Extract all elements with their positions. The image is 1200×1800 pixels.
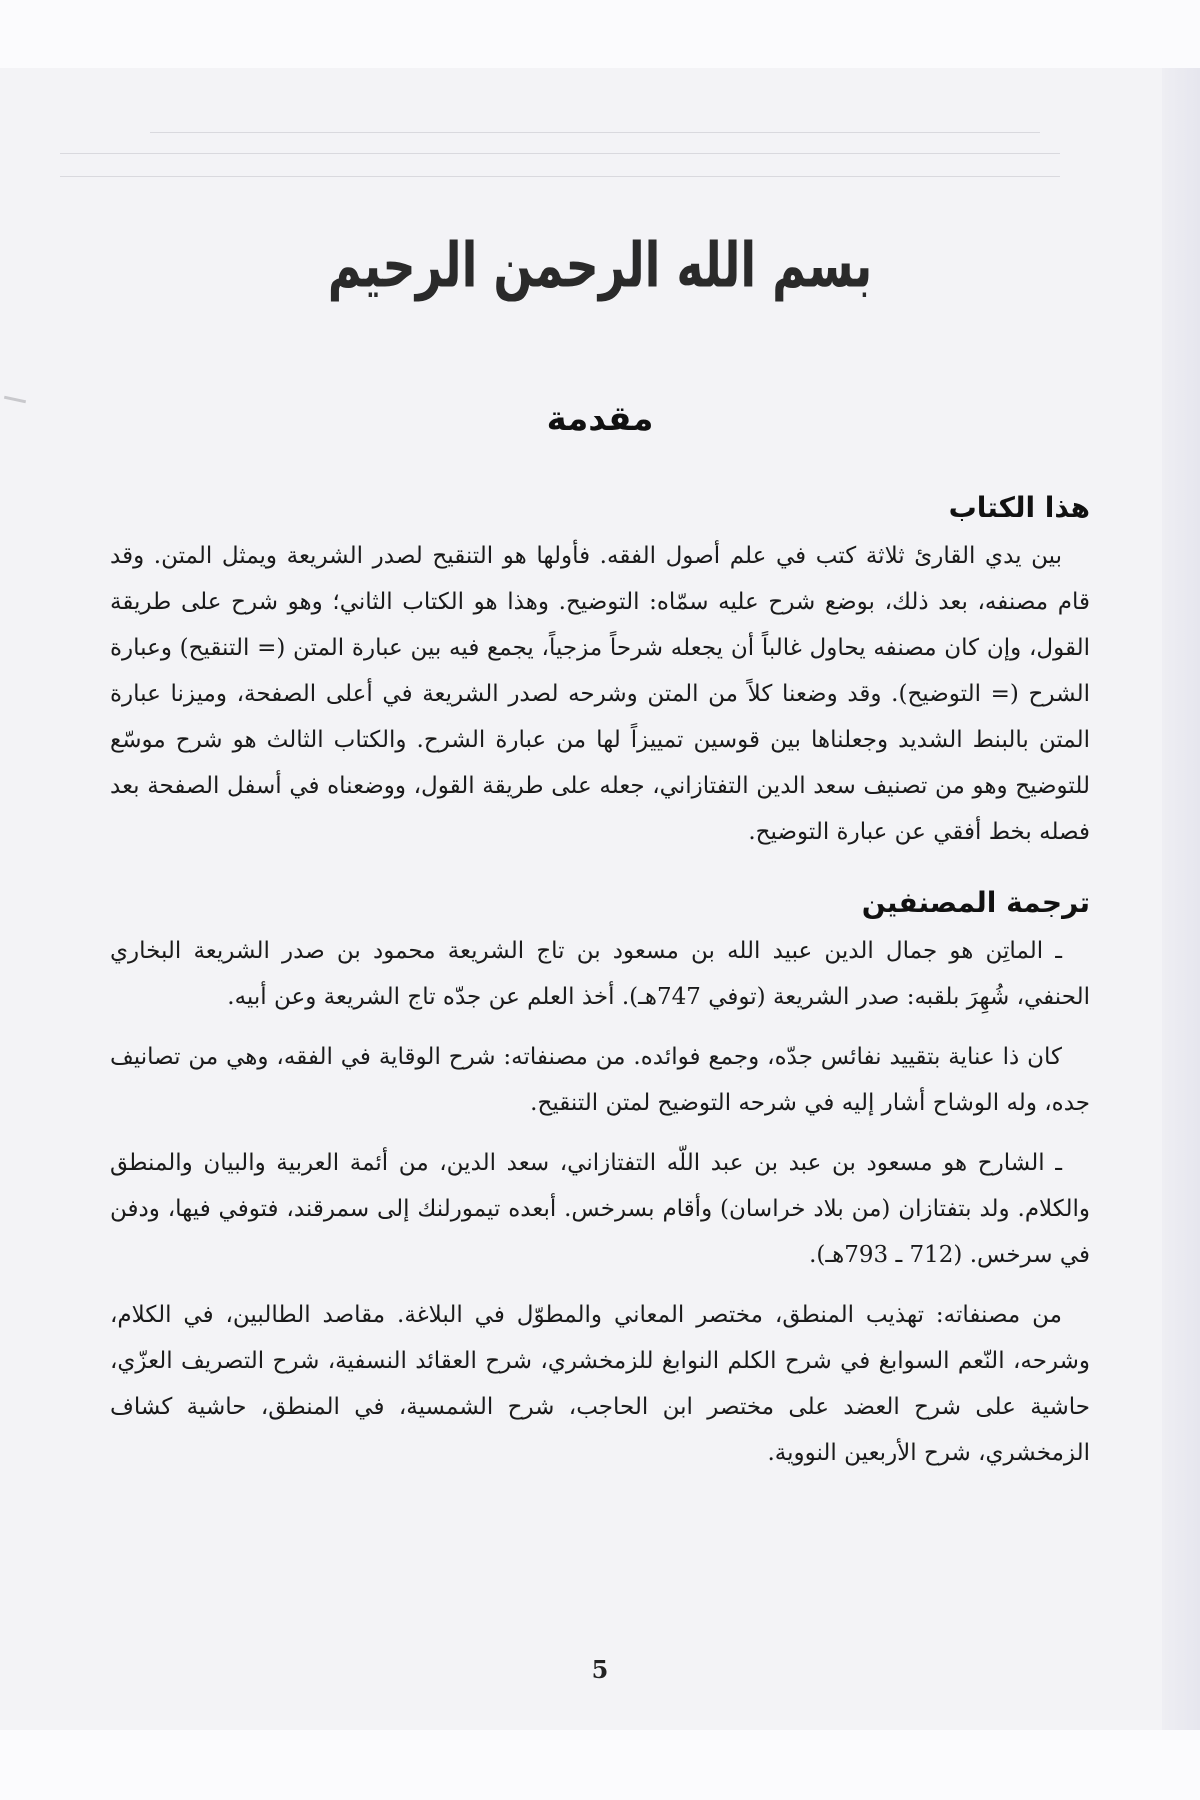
- paragraph: من مصنفاته: تهذيب المنطق، مختصر المعاني والمطوّل في البلاغة. مقاصد الطالبين، في الكلام، وشرحه، النّعم السوابغ في شرح الكلم النوابغ للزمخشري، شرح العقائد النسفية، شرح التصريف العزّي، حاشية على شرح العضد على مختصر ابن الحاجب، شرح الشمسية، في المنطق، حاشية كشاف الزمخشري، شرح الأربعين النووية.: [110, 1302, 1090, 1467]
- bleed-through-header-line: [60, 153, 1060, 154]
- paragraph: ـ الماتِن هو جمال الدين عبيد الله بن مسعود بن تاج الشريعة محمود بن صدر الشريعة البخاري الحنفي، شُهِرَ بلقبه: صدر الشريعة (توفي 747هـ). أخذ العلم عن جدّه تاج الشريعة وعن أبيه.: [110, 938, 1090, 1011]
- paragraph: بين يدي القارئ ثلاثة كتب في علم أصول الفقه. فأولها هو التنقيح لصدر الشريعة ويمثل المتن. وقد قام مصنفه، بعد ذلك، بوضع شرح عليه سمّاه: التوضيح. وهذا هو الكتاب الثاني؛ وهو شرح على طريقة القول، وإن كان مصنفه يحاول غالباً أن يجعله شرحاً مزجياً، يجمع فيه بين عبارة المتن (= التنقيح) وعبارة الشرح (= التوضيح). وقد وضعنا كلاً من المتن وشرحه لصدر الشريعة في أعلى الصفحة، وميزنا عبارة المتن بالبنط الشديد وجعلناها بين قوسين تمييزاً لها من عبارة الشرح. والكتاب الثالث هو شرح موسّع للتوضيح وهو من تصنيف سعد الدين التفتازاني، جعله على طريقة القول، ووضعناه في أسفل الصفحة بعد فصله بخط أفقي عن عبارة التوضيح.: [110, 543, 1090, 846]
- section-this-book: [110, 488, 1090, 855]
- document-body: [110, 488, 1090, 1490]
- section-heading: ترجمة المصنفين: [861, 886, 1090, 920]
- bleed-through-header-line: [60, 176, 1060, 177]
- page-number: 5: [591, 1655, 609, 1684]
- page-title: مقدمة: [546, 398, 654, 439]
- bleed-through-header-line: [150, 132, 1040, 133]
- paragraph: ـ الشارح هو مسعود بن عبد بن عبد اللّه التفتازاني، سعد الدين، من أئمة العربية والبيان والمنطق والكلام. ولد بتفتازان (من بلاد خراسان) وأقام بسرخس. أبعده تيمورلنك إلى سمرقند، فتوفي فيها، ودفن في سرخس. (712 ـ 793هـ).: [110, 1150, 1090, 1269]
- page-edge-shadow: [1162, 68, 1200, 1730]
- section-authors-biography: [110, 883, 1090, 1476]
- basmala-calligraphy: بسم الله الرحمن الرحيم: [327, 228, 873, 302]
- paragraph: كان ذا عناية بتقييد نفائس جدّه، وجمع فوائده. من مصنفاته: شرح الوقاية في الفقه، وهي من تصانيف جده، وله الوشاح أشار إليه في شرحه التوضيح لمتن التنقيح.: [110, 1044, 1090, 1117]
- section-heading: هذا الكتاب: [948, 491, 1090, 524]
